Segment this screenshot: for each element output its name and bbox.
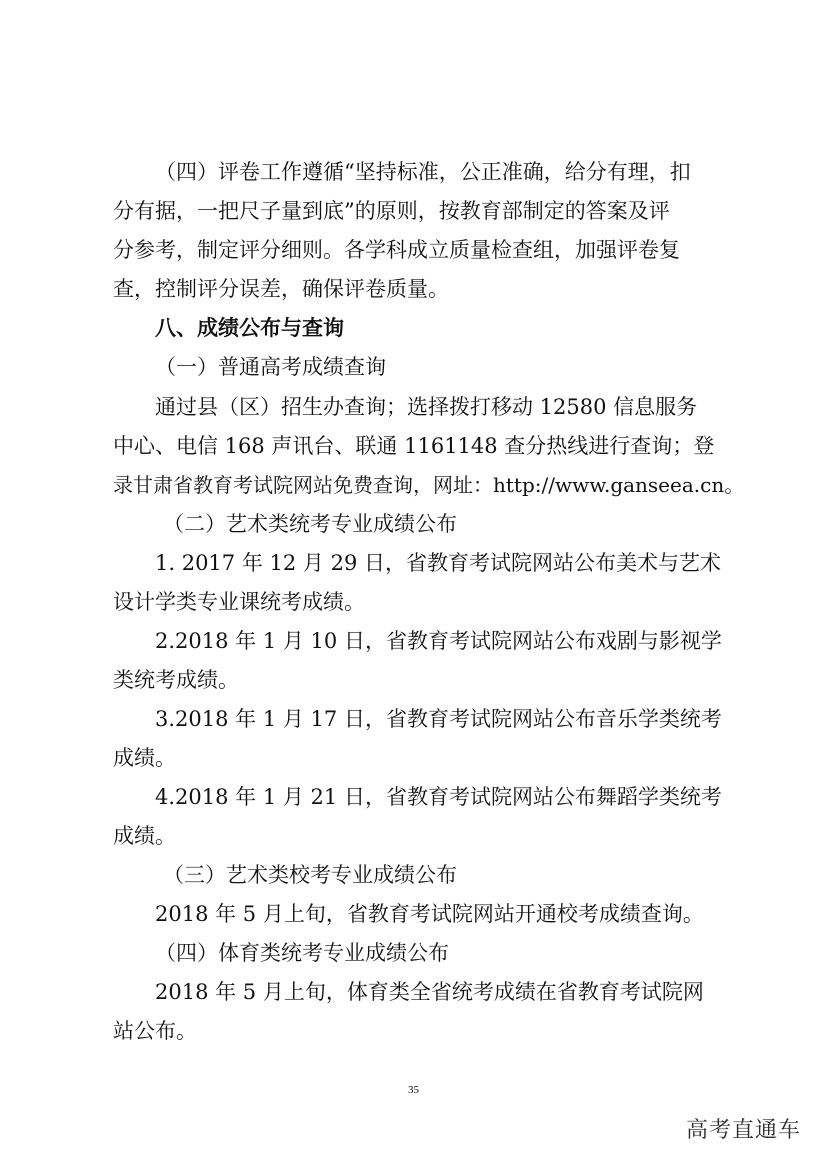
- paragraph-line: 通过县（区）招生办查询；选择拨打移动 12580 信息服务: [155, 395, 698, 419]
- list-item: 3.2018 年 1 月 17 日，省教育考试院网站公布音乐学类统考: [155, 707, 722, 731]
- paragraph-line: 分有据，一把尺子量到底”的原则，按教育部制定的答案及评: [113, 199, 670, 223]
- paragraph-line: 站公布。: [113, 1019, 197, 1043]
- paragraph-line: 查，控制评分误差，确保评卷质量。: [113, 277, 449, 301]
- paragraph-line: 录甘肃省教育考试院网站免费查询，网址：http://www.ganseea.cn。: [113, 473, 745, 497]
- paragraph-line: （四）评卷工作遵循“坚持标准，公正准确，给分有理，扣: [155, 160, 691, 184]
- list-item-continuation: 设计学类专业课统考成绩。: [113, 590, 365, 614]
- paragraph-line: 2018 年 5 月上旬，省教育考试院网站开通校考成绩查询。: [155, 902, 704, 926]
- list-item: 1. 2017 年 12 月 29 日，省教育考试院网站公布美术与艺术: [155, 551, 721, 575]
- watermark: 高考直通车: [685, 1118, 801, 1143]
- list-item-continuation: 类统考成绩。: [113, 668, 239, 692]
- subsection-heading: （二）艺术类统考专业成绩公布: [163, 512, 457, 536]
- list-item-continuation: 成绩。: [113, 746, 176, 770]
- list-item: 4.2018 年 1 月 21 日，省教育考试院网站公布舞蹈学类统考: [155, 785, 722, 809]
- paragraph-line: 2018 年 5 月上旬，体育类全省统考成绩在省教育考试院网: [155, 980, 704, 1004]
- subsection-heading: （三）艺术类校考专业成绩公布: [163, 863, 457, 887]
- subsection-heading: （四）体育类统考专业成绩公布: [155, 941, 449, 965]
- section-heading: 八、成绩公布与查询: [155, 316, 344, 340]
- paragraph-line: 分参考，制定评分细则。各学科成立质量检查组，加强评卷复: [113, 238, 680, 262]
- paragraph-line: 中心、电信 168 声讯台、联通 1161148 查分热线进行查询；登: [113, 434, 715, 458]
- subsection-heading: （一）普通高考成绩查询: [155, 355, 386, 379]
- list-item: 2.2018 年 1 月 10 日，省教育考试院网站公布戏剧与影视学: [155, 629, 722, 653]
- page-number: 35: [408, 1084, 419, 1096]
- list-item-continuation: 成绩。: [113, 824, 176, 848]
